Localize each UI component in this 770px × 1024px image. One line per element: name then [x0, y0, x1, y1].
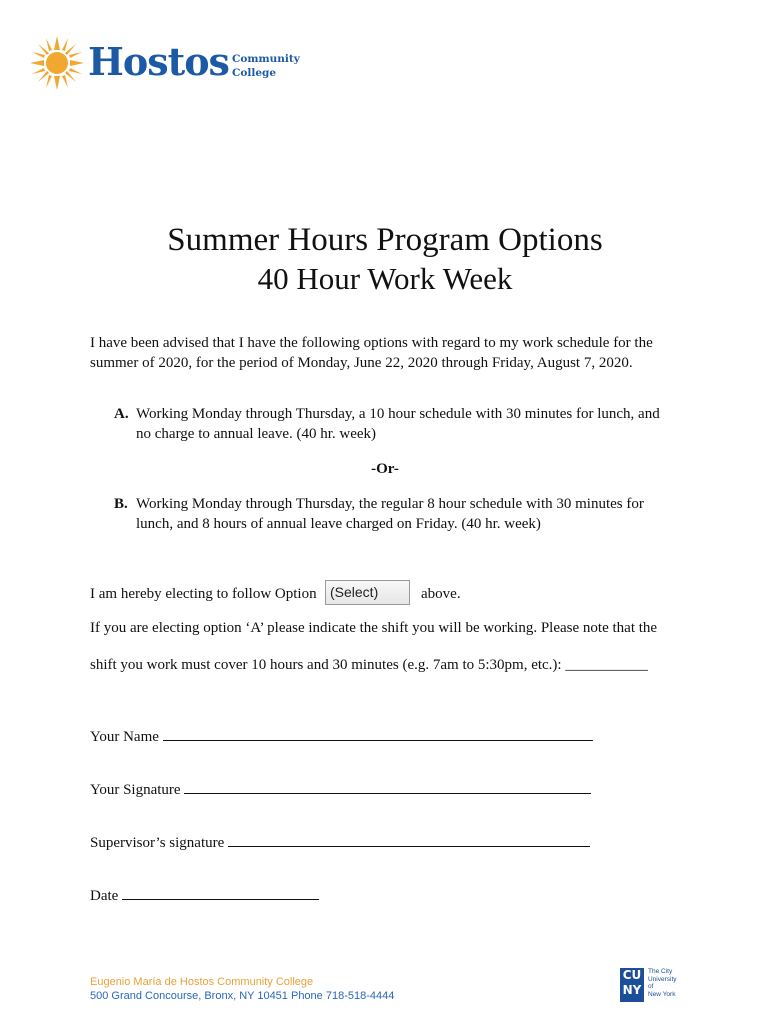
name-field-row	[90, 726, 593, 747]
cuny-mark	[620, 968, 644, 1002]
option-select[interactable]: (Select)	[325, 580, 410, 605]
signature-label: Your Signature	[90, 782, 181, 798]
footer-college-name: Eugenio María de Hostos Community College	[90, 976, 314, 988]
option-a-label: A.	[114, 406, 129, 422]
sun-icon	[30, 36, 84, 90]
name-input-line[interactable]	[163, 726, 593, 741]
date-label: Date	[90, 888, 119, 904]
election-prefix: I am hereby electing to follow Option	[90, 586, 317, 602]
option-b-text: Working Monday through Thursday, the regular 8 hour schedule with 30 minutes for lunch, and 8 hours of annual leave charged on Friday. (40 hr. week)	[136, 496, 644, 532]
name-label: Your Name	[90, 729, 159, 745]
document-title: Summer Hours Program Options	[167, 222, 603, 258]
signature-field-row	[90, 779, 591, 800]
signature-input-line[interactable]	[184, 779, 591, 794]
cuny-mark-top: CU	[622, 968, 642, 982]
supervisor-label: Supervisor’s signature	[90, 835, 225, 851]
logo-sub-line1: Community	[232, 53, 300, 65]
footer-address-line: 500 Grand Concourse, Bronx, NY 10451 Phone 718-518-4444	[90, 990, 395, 1002]
supervisor-field-row	[90, 832, 590, 853]
intro-paragraph: I have been advised that I have the following options with regard to my work schedule for the summer of 2020, for the period of Monday, June 22, 2020 through Friday, August 7, 2020.	[90, 335, 653, 371]
option-a-text: Working Monday through Thursday, a 10 hour schedule with 30 minutes for lunch, and no charge to annual leave. (40 hr. week)	[136, 406, 660, 442]
option-b-label: B.	[114, 496, 128, 512]
cuny-text-line1: The City	[648, 968, 673, 975]
document-subtitle: 40 Hour Work Week	[257, 261, 513, 296]
cuny-logo	[620, 968, 680, 1004]
cuny-text-line3: of	[648, 983, 654, 990]
date-field-row	[90, 885, 319, 906]
cuny-text-line2: University	[648, 975, 677, 983]
logo-sub-line2: College	[232, 67, 277, 79]
logo-subtitle	[232, 52, 300, 80]
election-suffix: above.	[421, 586, 461, 602]
date-input-line[interactable]	[122, 885, 319, 900]
shift-instruction-line1: If you are electing option ‘A’ please indicate the shift you will be working. Please note that the	[90, 620, 658, 636]
logo-wordmark: Hostos	[88, 39, 229, 84]
option-b	[114, 494, 684, 534]
election-row	[90, 583, 710, 607]
option-a	[114, 404, 684, 444]
cuny-mark-bottom: NY	[622, 983, 642, 997]
shift-instruction-line2[interactable]: shift you work must cover 10 hours and 30 minutes (e.g. 7am to 5:30pm, etc.): ___________	[90, 657, 648, 673]
or-separator: -Or-	[371, 461, 399, 477]
college-logo	[30, 36, 300, 94]
supervisor-input-line[interactable]	[228, 832, 590, 847]
cuny-text-line4: New York	[648, 990, 676, 998]
footer-address	[90, 975, 394, 1003]
cuny-text	[648, 968, 677, 998]
